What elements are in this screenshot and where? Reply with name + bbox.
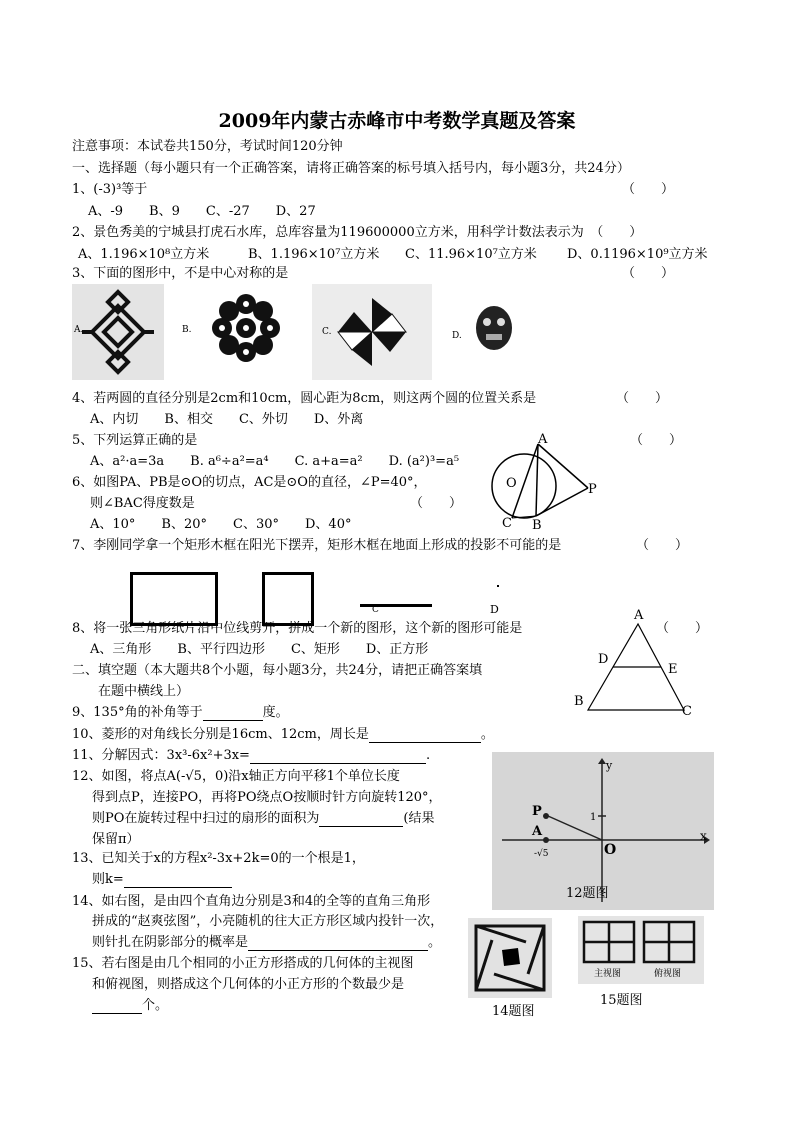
q7-stem: 7、李刚同学拿一个矩形木框在阳光下摆弄，矩形木框在地面上形成的投影不可能的是 bbox=[72, 538, 562, 553]
q14-line-3 bbox=[92, 935, 441, 951]
q3-figures bbox=[72, 284, 520, 382]
q14-figure bbox=[468, 918, 552, 998]
q15-figure bbox=[578, 916, 704, 984]
q12-line-3 bbox=[92, 811, 434, 827]
q3-stem: 3、下面的图形中，不是中心对称的是 bbox=[72, 266, 289, 281]
q12-line-1: 12、如图，将点A(-√5，0)沿x轴正方向平移1个单位长度 bbox=[72, 769, 400, 784]
q6-options: A、10° B、20° C、30° D、40° bbox=[90, 517, 352, 532]
q7-option-a-rectangle bbox=[130, 572, 218, 626]
q6-stem: 6、如图PA、PB是⊙O的切点，AC是⊙O的直径，∠P=40°， bbox=[72, 475, 427, 490]
q13-line-1: 13、已知关于x的方程x²-3x+2k=0的一个根是1， bbox=[72, 851, 365, 866]
q13-line-2 bbox=[92, 872, 232, 888]
q12-label-a: A bbox=[532, 824, 543, 839]
q11-suffix: . bbox=[425, 748, 431, 763]
q3-figure-c bbox=[312, 284, 432, 380]
q5-bracket: （ ） bbox=[630, 433, 683, 448]
q15-front-view-label: 主视图 bbox=[594, 969, 622, 979]
q2-option-b: B、1.196×10⁷立方米 bbox=[248, 247, 380, 262]
q15-line-3 bbox=[92, 998, 168, 1014]
q8-label-d: D bbox=[598, 652, 609, 667]
q12-label-root5: -√5 bbox=[534, 849, 549, 859]
q10-blank[interactable] bbox=[369, 729, 481, 743]
q15-line-1: 15、若右图是由几个相同的小正方形搭成的几何体的主视图 bbox=[72, 956, 414, 971]
q7-label-d: D bbox=[490, 603, 499, 616]
q14-suffix: 。 bbox=[428, 935, 442, 950]
q11 bbox=[72, 748, 430, 764]
q3-figure-d bbox=[452, 284, 520, 380]
q8-stem: 8、将一张三角形纸片沿中位线剪开，拼成一个新的图形，这个新的图形可能是 bbox=[72, 621, 523, 636]
q15-line-2: 和俯视图，则搭成这个几何体的小正方形的个数最少是 bbox=[92, 977, 405, 992]
q12-suffix: (结果 bbox=[403, 811, 435, 826]
q3-figure-a bbox=[72, 284, 164, 380]
zhao-shuang-diagram bbox=[468, 918, 552, 998]
q12-figure bbox=[492, 752, 714, 910]
q12-figure-caption: 12题图 bbox=[566, 886, 609, 901]
q11-text: 11、分解因式：3x³-6x²+3x= bbox=[72, 748, 250, 763]
q15-suffix: 个。 bbox=[142, 998, 169, 1013]
q4-options: A、内切 B、相交 C、外切 D、外离 bbox=[90, 412, 364, 427]
q14-line-2: 拼成的“赵爽弦图”，小亮随机的往大正方形区域内投针一次， bbox=[92, 914, 444, 929]
q8-label-a: A bbox=[634, 608, 644, 623]
q10-text: 10、菱形的对角线长分别是16cm、12cm，周长是 bbox=[72, 727, 369, 742]
q15-blank[interactable] bbox=[92, 1000, 142, 1014]
q7-bracket: （ ） bbox=[636, 538, 689, 553]
q14-line-1: 14、如右图，是由四个直角边分别是3和4的全等的直角三角形 bbox=[72, 894, 431, 909]
q12-axis-y: y bbox=[606, 759, 613, 772]
q15-top-view-label: 俯视图 bbox=[654, 969, 682, 979]
q13-blank[interactable] bbox=[124, 874, 232, 888]
q8-label-e: E bbox=[668, 662, 678, 677]
q6-label-a: A bbox=[538, 432, 548, 447]
q9-suffix: 度。 bbox=[262, 705, 289, 720]
q5-stem: 5、下列运算正确的是 bbox=[72, 433, 198, 448]
q6-stem-2: 则∠BAC得度数是 bbox=[90, 496, 195, 511]
q14-blank[interactable] bbox=[248, 937, 428, 951]
q12-axis-x: x bbox=[700, 829, 707, 843]
q7-option-b-square bbox=[262, 572, 314, 626]
q15-figure-caption: 15题图 bbox=[600, 993, 643, 1008]
q7-label-c: C bbox=[372, 605, 379, 615]
q7-option-c-line bbox=[360, 604, 432, 607]
q2-option-a: A、1.196×10⁸立方米 bbox=[78, 247, 210, 262]
notice: 注意事项：本试卷共150分，考试时间120分钟 bbox=[72, 139, 343, 154]
q1-stem: 1、(-3)³等于 bbox=[72, 182, 148, 197]
q3-label-d: D. bbox=[452, 331, 462, 341]
q8-figure bbox=[572, 606, 698, 718]
q13-text: 则k= bbox=[92, 872, 124, 887]
q9-text: 9、135°角的补角等于 bbox=[72, 705, 203, 720]
q7-option-d-point bbox=[497, 585, 499, 587]
q1-bracket: （ ） bbox=[622, 182, 675, 197]
q2-option-c: C、11.96×10⁷立方米 bbox=[405, 247, 537, 262]
q1-options: A、-9 B、9 C、-27 D、27 bbox=[88, 204, 316, 219]
q3-label-a: A. bbox=[74, 325, 84, 335]
q6-label-p: P bbox=[588, 482, 597, 497]
q12-label-p: P bbox=[532, 804, 542, 819]
q12-blank[interactable] bbox=[319, 813, 403, 827]
q3-label-b: B. bbox=[182, 325, 192, 335]
q12-line-2: 得到点P，连接PO，再将PO绕点O按顺时针方向旋转120°， bbox=[92, 790, 442, 805]
q5-options: A、a²·a=3a B. a⁶÷a²=a⁴ C. a+a=a² D. (a²)³=a⁵ bbox=[90, 454, 460, 469]
section-2-heading: 二、填空题（本大题共8个小题，每小题3分，共24分，请把正确答案填 bbox=[72, 663, 483, 678]
q12-text: 则PO在旋转过程中扫过的扇形的面积为 bbox=[92, 811, 320, 826]
q8-label-b: B bbox=[574, 694, 584, 709]
q3-label-c: C. bbox=[322, 327, 332, 337]
q11-blank[interactable] bbox=[250, 750, 426, 764]
q14-text: 则针扎在阴影部分的概率是 bbox=[92, 935, 249, 950]
q6-bracket: （ ） bbox=[410, 496, 463, 511]
mask-face-icon bbox=[452, 284, 520, 380]
q2-stem: 2、景色秀美的宁城县打虎石水库，总库容量为119600000立方米，用科学计数法表示为 （ ） bbox=[72, 225, 643, 240]
section-2-heading-2: 在题中横线上） bbox=[98, 684, 190, 699]
q10-suffix: 。 bbox=[480, 727, 494, 742]
q4-bracket: （ ） bbox=[616, 391, 669, 406]
q8-options: A、三角形 B、平行四边形 C、矩形 D、正方形 bbox=[90, 642, 429, 657]
q3-bracket: （ ） bbox=[622, 266, 675, 281]
q6-label-c: C bbox=[502, 516, 512, 531]
q14-figure-caption: 14题图 bbox=[492, 1004, 535, 1019]
page-title: 2009年内蒙古赤峰市中考数学真题及答案 bbox=[218, 110, 576, 132]
q4-stem: 4、若两圆的直径分别是2cm和10cm，圆心距为8cm，则这两个圆的位置关系是 bbox=[72, 391, 537, 406]
section-1-heading: 一、选择题（每小题只有一个正确答案，请将正确答案的标号填入括号内，每小题3分，共24分） bbox=[72, 161, 630, 176]
q3-figure-b bbox=[180, 284, 292, 380]
q9 bbox=[72, 705, 289, 721]
q6-label-b: B bbox=[532, 518, 542, 533]
q6-label-o: O bbox=[506, 476, 517, 491]
q12-label-o: O bbox=[604, 842, 617, 858]
q9-blank[interactable] bbox=[203, 707, 263, 721]
q6-figure bbox=[490, 430, 600, 536]
q10 bbox=[72, 727, 494, 743]
q8-bracket: （ ） bbox=[656, 621, 709, 636]
q12-line-4: 保留π） bbox=[92, 832, 140, 847]
flower-circles-icon bbox=[180, 284, 292, 380]
knot-pattern-icon bbox=[72, 284, 164, 380]
q2-option-d: D、0.1196×10⁹立方米 bbox=[567, 247, 708, 262]
q8-label-c: C bbox=[682, 704, 692, 719]
q12-label-1: 1 bbox=[590, 812, 597, 823]
